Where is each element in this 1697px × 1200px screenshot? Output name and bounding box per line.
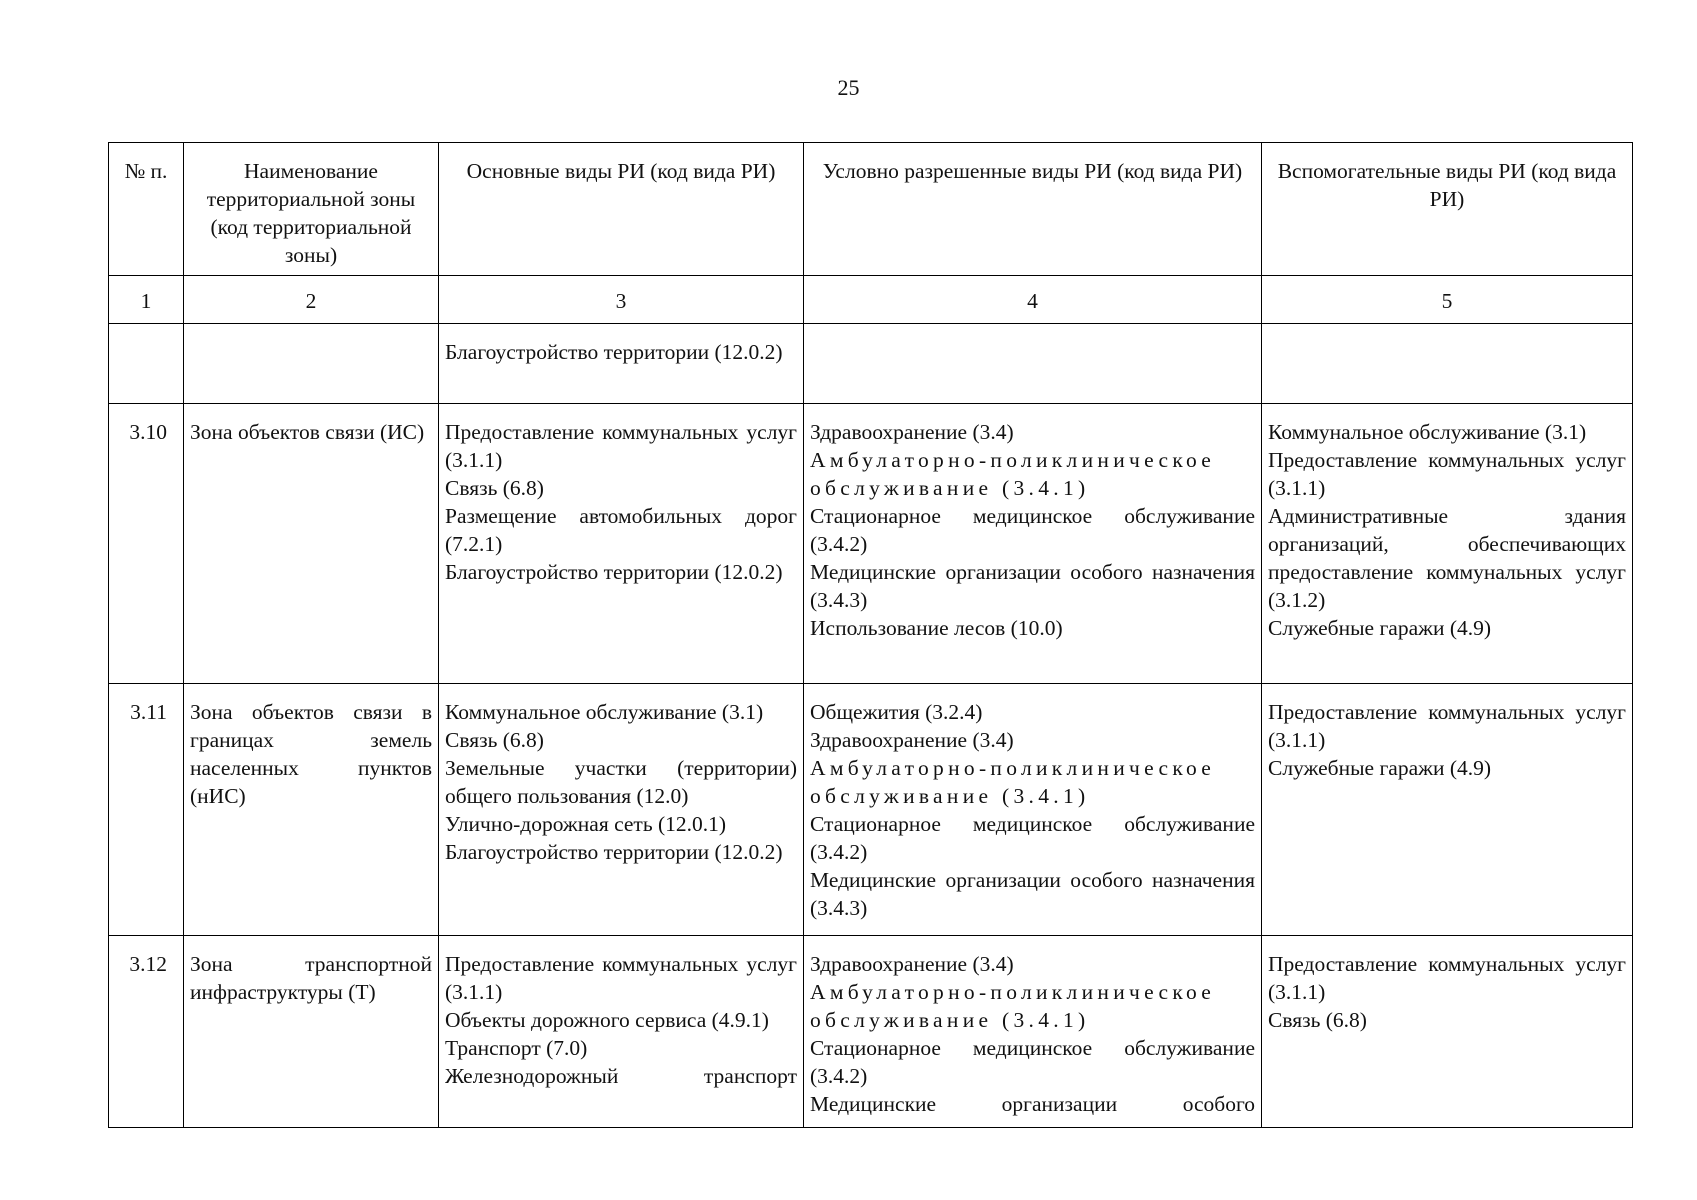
auxiliary-type-item: Предоставление коммунальных услуг (3.1.1) (1268, 700, 1626, 752)
conditional-type-item: Амбулаторно-поликлиническое обслуживание (3.4.1) (810, 980, 1216, 1032)
main-types-cell (439, 324, 804, 404)
column-number: 3 (439, 276, 804, 324)
column-number: 5 (1262, 276, 1633, 324)
main-type-item: Транспорт (7.0) (445, 1036, 588, 1060)
conditional-type-item: Медицинские организации особого назначения (3.4.3) (810, 868, 1255, 920)
conditional-type-item: Амбулаторно-поликлиническое обслуживание (3.4.1) (810, 448, 1216, 500)
conditional-type-item: Амбулаторно-поликлиническое обслуживание (3.4.1) (810, 756, 1216, 808)
main-type-item: Связь (6.8) (445, 728, 544, 752)
column-number: 4 (804, 276, 1262, 324)
main-type-item: Улично-дорожная сеть (12.0.1) (445, 812, 727, 836)
table-row (109, 936, 1633, 1128)
auxiliary-type-item: Коммунальное обслуживание (3.1) (1268, 420, 1587, 444)
table-row (109, 404, 1633, 684)
row-number: 3.12 (109, 936, 184, 1128)
auxiliary-type-item: Связь (6.8) (1268, 1008, 1367, 1032)
column-number-row (109, 276, 1633, 324)
zone-name: Зона транспортной инфраструктуры (Т) (184, 936, 439, 1128)
main-type-item: Коммунальное обслуживание (3.1) (445, 700, 764, 724)
conditional-type-item: Стационарное медицинское обслуживание (3.4.2) (810, 812, 1255, 864)
main-type-item: Предоставление коммунальных услуг (3.1.1) (445, 420, 797, 472)
main-type-item: Благоустройство территории (12.0.2) (445, 560, 783, 584)
header-main-types: Основные виды РИ (код вида РИ) (439, 143, 804, 276)
row-number (109, 324, 184, 404)
main-type-item: Земельные участки (территории) общего пользования (12.0) (445, 756, 797, 808)
table-row (109, 324, 1633, 404)
header-auxiliary-types: Вспомогательные виды РИ (код вида РИ) (1262, 143, 1633, 276)
auxiliary-types-cell (1262, 324, 1633, 404)
conditional-type-item: Использование лесов (10.0) (810, 616, 1063, 640)
header-zone-name: Наименование территориальной зоны (код территориальной зоны) (184, 143, 439, 276)
main-type-item: Благоустройство территории (12.0.2) (445, 840, 783, 864)
table-row (109, 684, 1633, 936)
conditional-type-item: Здравоохранение (3.4) (810, 420, 1014, 444)
conditional-type-item: Здравоохранение (3.4) (810, 728, 1014, 752)
zone-name (184, 324, 439, 404)
main-type-item: Размещение автомобильных дорог (7.2.1) (445, 504, 797, 556)
main-types-cell (439, 936, 804, 1128)
column-number: 2 (184, 276, 439, 324)
conditional-type-item: Стационарное медицинское обслуживание (3.4.2) (810, 504, 1255, 556)
conditional-types-cell (804, 684, 1262, 936)
conditional-type-item: Здравоохранение (3.4) (810, 952, 1014, 976)
zone-name: Зона объектов связи (ИС) (184, 404, 439, 684)
auxiliary-type-item: Предоставление коммунальных услуг (3.1.1) (1268, 952, 1626, 1004)
auxiliary-types-cell (1262, 404, 1633, 684)
page-number: 25 (837, 75, 860, 100)
auxiliary-type-item: Служебные гаражи (4.9) (1268, 616, 1492, 640)
column-number: 1 (109, 276, 184, 324)
main-type-item: Предоставление коммунальных услуг (3.1.1) (445, 952, 797, 1004)
auxiliary-type-item: Предоставление коммунальных услуг (3.1.1) (1268, 448, 1626, 500)
row-number: 3.11 (109, 684, 184, 936)
main-types-cell (439, 684, 804, 936)
table-header-row (109, 143, 1633, 276)
conditional-types-cell (804, 936, 1262, 1128)
header-conditional-types: Условно разрешенные виды РИ (код вида РИ) (804, 143, 1262, 276)
conditional-type-item: Стационарное медицинское обслуживание (3.4.2) (810, 1036, 1255, 1088)
main-types-cell (439, 404, 804, 684)
auxiliary-types-cell (1262, 936, 1633, 1128)
header-number: № п. (109, 143, 184, 276)
auxiliary-types-cell (1262, 684, 1633, 936)
conditional-types-cell (804, 404, 1262, 684)
main-type-item: Связь (6.8) (445, 476, 544, 500)
main-type-item: Благоустройство территории (12.0.2) (445, 340, 783, 364)
conditional-type-item: Общежития (3.2.4) (810, 700, 983, 724)
conditional-type-item: Медицинские организации особого назначения (3.4.3) (810, 560, 1255, 612)
conditional-type-item: Медицинские организации особого (810, 1092, 1255, 1116)
main-type-item: Железнодорожный транспорт (445, 1064, 797, 1088)
auxiliary-type-item: Служебные гаражи (4.9) (1268, 756, 1492, 780)
row-number: 3.10 (109, 404, 184, 684)
zone-name: Зона объектов связи в границах земель населенных пунктов (нИС) (184, 684, 439, 936)
main-type-item: Объекты дорожного сервиса (4.9.1) (445, 1008, 769, 1032)
land-use-table (108, 142, 1633, 1128)
auxiliary-type-item: Административные здания организаций, обеспечивающих предоставление коммунальных услуг (3.1.2) (1268, 504, 1626, 612)
conditional-types-cell (804, 324, 1262, 404)
